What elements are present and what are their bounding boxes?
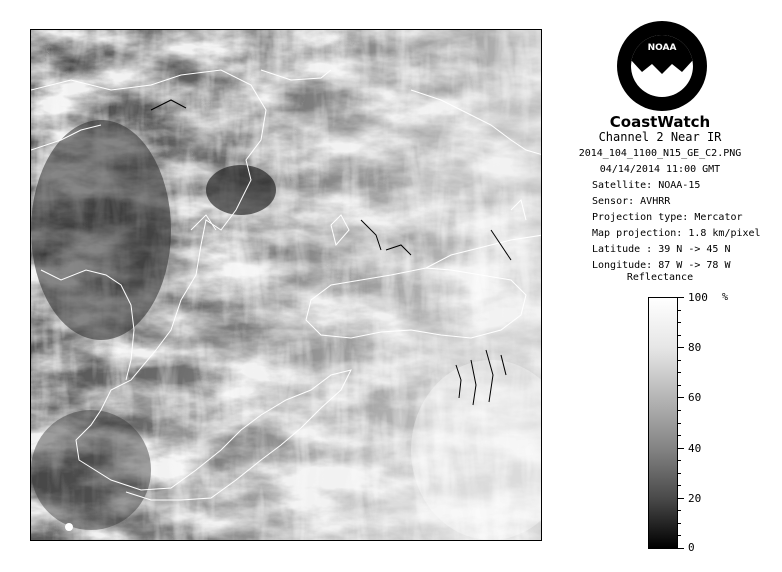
colorbar-label: Reflectance — [626, 272, 694, 283]
projection-type-label: Projection type: Mercator — [592, 212, 743, 223]
colorbar-tick-label: 60 — [688, 391, 702, 404]
colorbar-minor-tick — [678, 360, 681, 361]
map-projection-label: Map projection: 1.8 km/pixel — [592, 228, 761, 239]
filename-label: 2014_104_1100_N15_GE_C2.PNG — [578, 148, 742, 159]
colorbar-tick — [678, 397, 684, 398]
colorbar-minor-tick — [678, 335, 681, 336]
colorbar-tick — [678, 498, 684, 499]
satellite-map-image — [30, 29, 542, 541]
colorbar-minor-tick — [678, 485, 681, 486]
colorbar-minor-tick — [678, 385, 681, 386]
longitude-label: Longitude: 87 W -> 78 W — [592, 260, 731, 271]
colorbar-unit: % — [722, 292, 729, 303]
colorbar-minor-tick — [678, 322, 681, 323]
satellite-image — [31, 30, 542, 541]
colorbar-minor-tick — [678, 372, 681, 373]
sensor-label: Sensor: AVHRR — [592, 196, 671, 207]
satellite-label: Satellite: NOAA-15 — [592, 180, 701, 191]
reflectance-colorbar — [648, 297, 678, 549]
colorbar-minor-tick — [678, 460, 681, 461]
colorbar-tick — [678, 297, 684, 298]
colorbar-minor-tick — [678, 510, 681, 511]
colorbar-tick-label: 20 — [688, 492, 702, 505]
datetime-label: 04/14/2014 11:00 GMT — [599, 164, 721, 175]
colorbar-tick — [678, 448, 684, 449]
noaa-logo-icon — [616, 20, 708, 112]
app-title: CoastWatch — [609, 113, 711, 131]
colorbar-minor-tick — [678, 310, 681, 311]
colorbar-minor-tick — [678, 523, 681, 524]
colorbar-minor-tick — [678, 435, 681, 436]
colorbar-minor-tick — [678, 535, 681, 536]
colorbar-tick-label: 80 — [688, 341, 702, 354]
colorbar-minor-tick — [678, 410, 681, 411]
colorbar-tick — [678, 548, 684, 549]
colorbar-tick — [678, 347, 684, 348]
channel-label: Channel 2 Near IR — [598, 130, 722, 144]
latitude-label: Latitude : 39 N -> 45 N — [592, 244, 731, 255]
colorbar-minor-tick — [678, 473, 681, 474]
colorbar-minor-tick — [678, 423, 681, 424]
logo-text: NOAA — [647, 43, 677, 53]
small-island — [65, 523, 73, 531]
colorbar-tick-label: 100 — [688, 291, 708, 304]
colorbar-tick-label: 40 — [688, 442, 702, 455]
colorbar-tick-label: 0 — [688, 541, 695, 554]
